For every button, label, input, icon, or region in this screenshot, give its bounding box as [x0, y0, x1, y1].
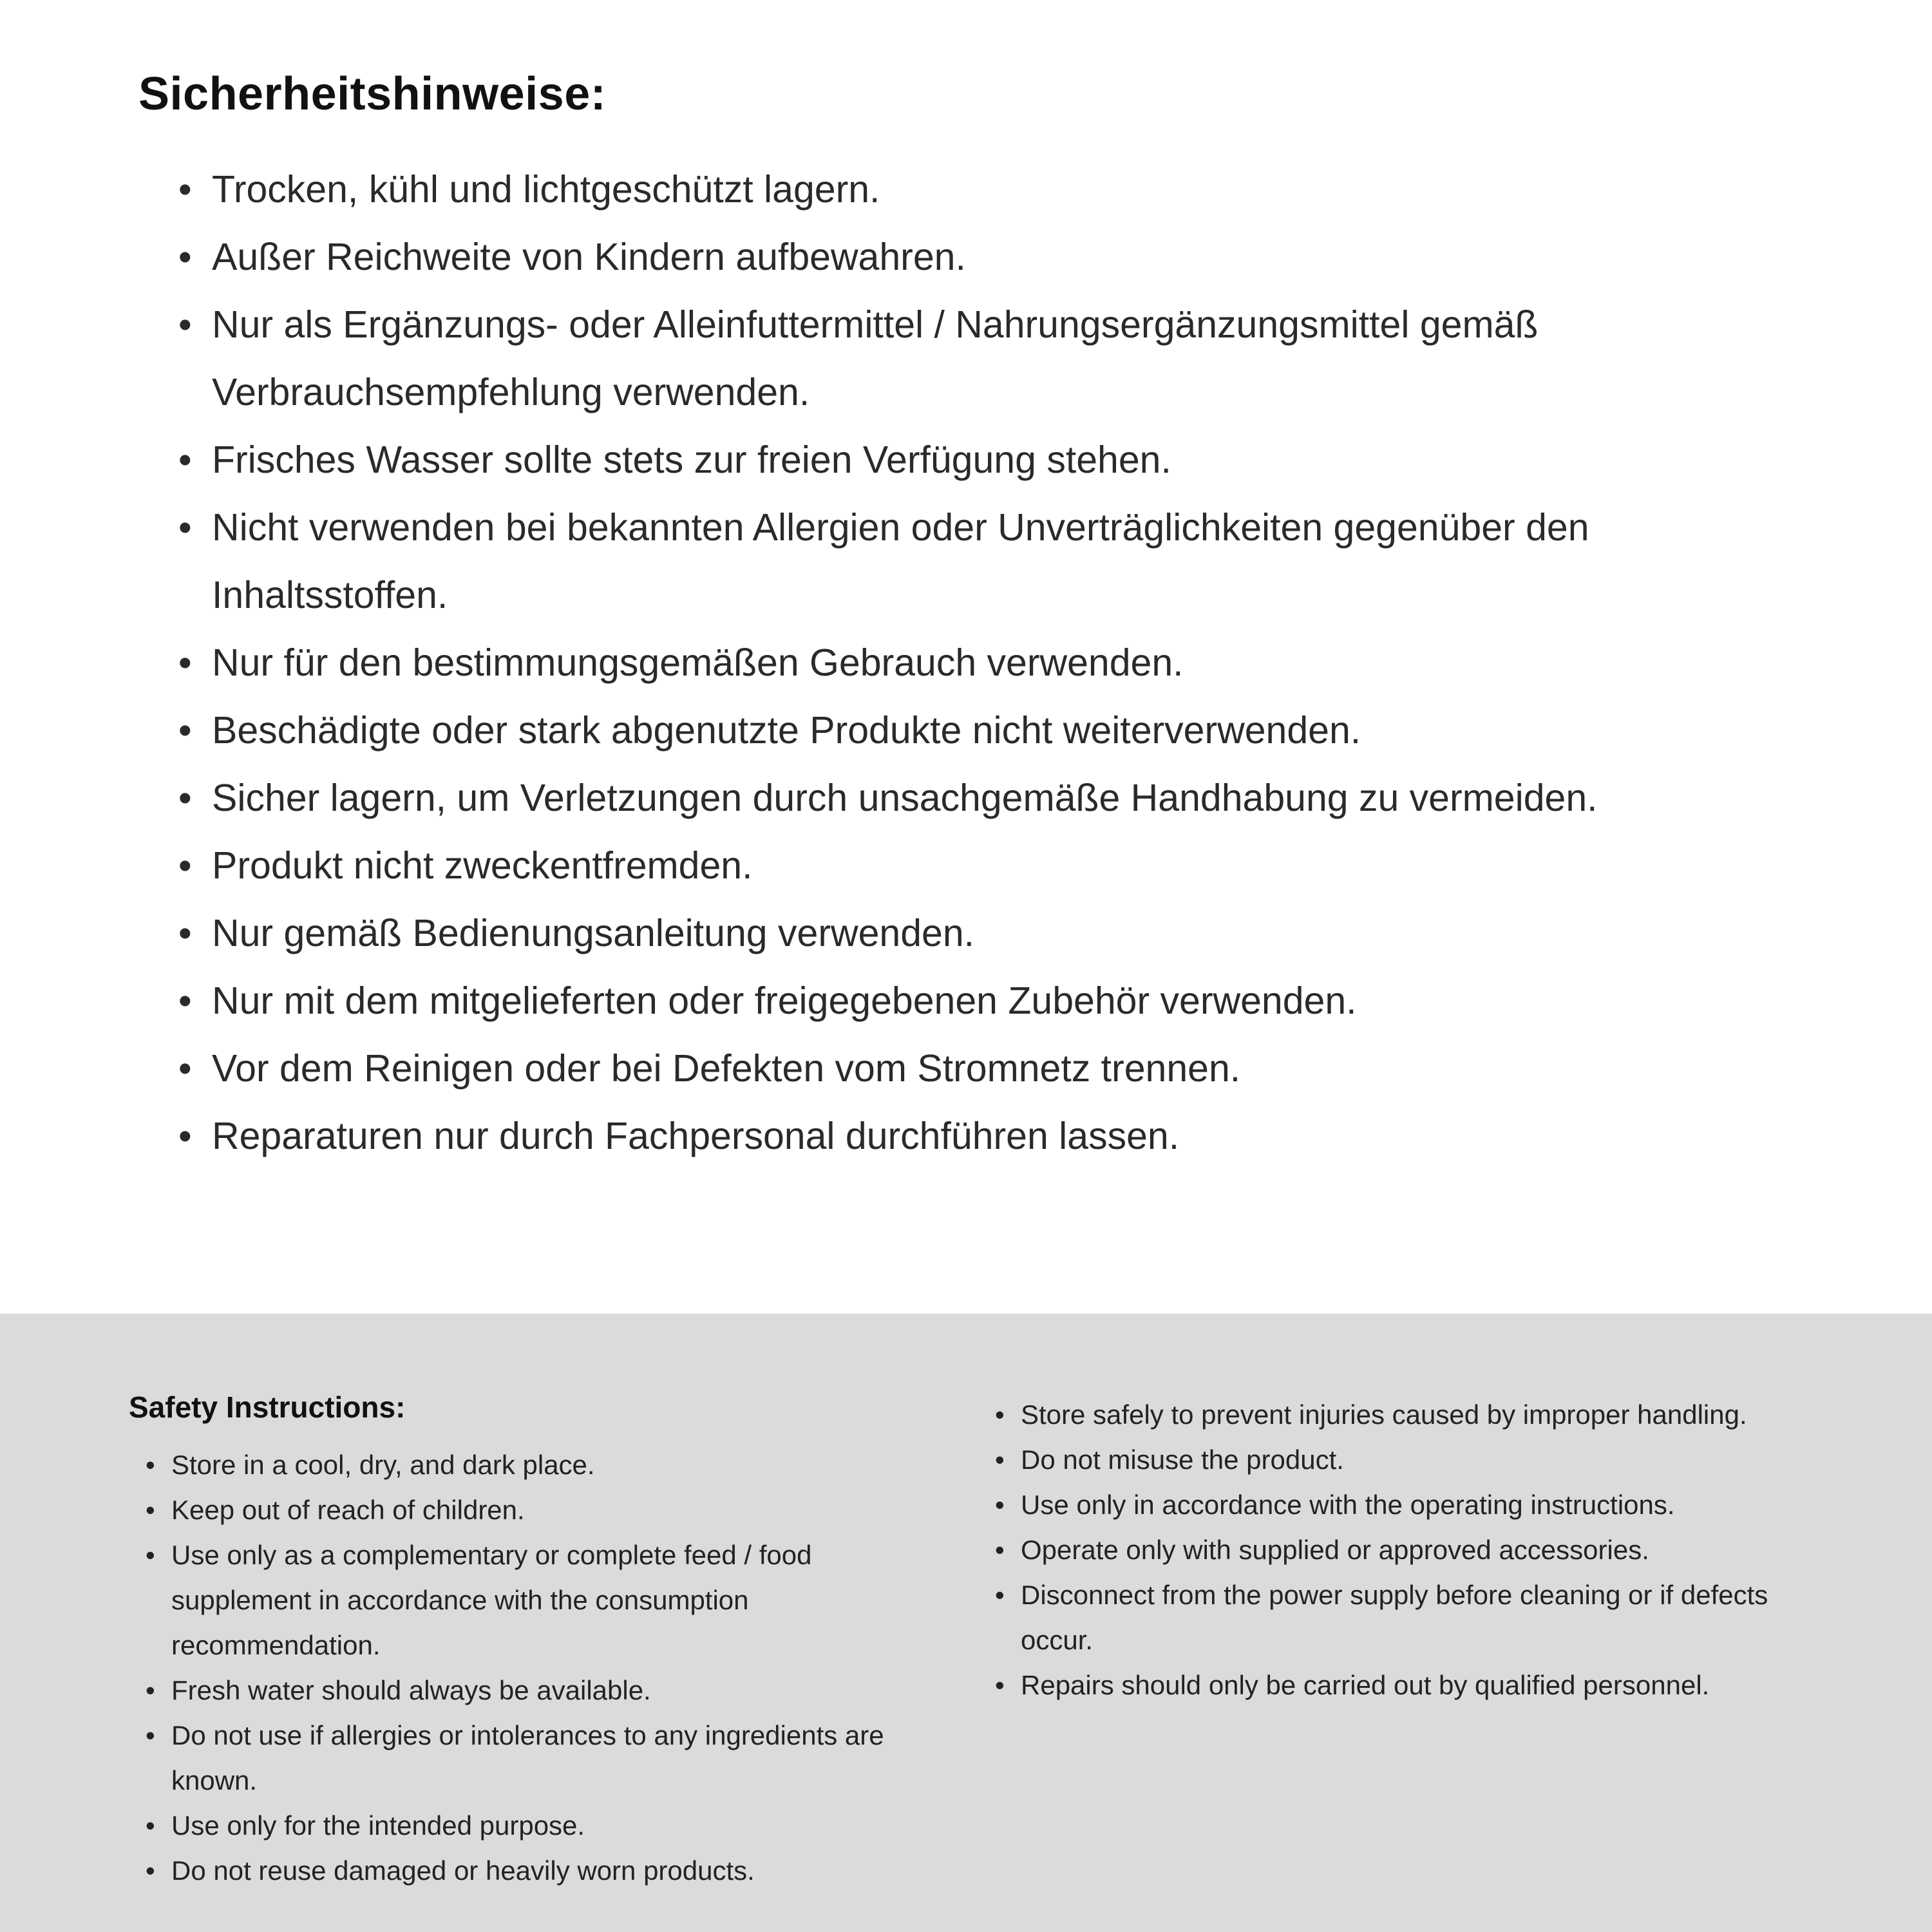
english-list-item-text: Operate only with supplied or approved accessories. — [1021, 1535, 1649, 1565]
german-list-item-text: Nur gemäß Bedienungsanleitung verwenden. — [212, 912, 975, 954]
german-list-item — [178, 764, 1810, 832]
english-safety-list-right — [995, 1390, 1803, 1708]
english-list-item — [995, 1573, 1803, 1663]
bullet-icon: • — [995, 1580, 1005, 1610]
english-list-item — [146, 1848, 937, 1893]
english-list-item-text: Keep out of reach of children. — [171, 1495, 525, 1525]
english-list-item-text: Use only in accordance with the operating instructions. — [1021, 1490, 1675, 1520]
bullet-icon: • — [178, 844, 192, 887]
english-list-item-text: Do not misuse the product. — [1021, 1444, 1344, 1475]
english-list-item — [146, 1533, 937, 1668]
bullet-icon: • — [146, 1810, 155, 1841]
german-list-item-text: Nicht verwenden bei bekannten Allergien oder Unverträglichkeiten gegenüber den Inhaltsstoffen. — [212, 506, 1589, 616]
bullet-icon: • — [146, 1540, 155, 1570]
bullet-icon: • — [178, 1047, 192, 1090]
german-list-item — [178, 967, 1810, 1035]
bullet-icon: • — [178, 168, 192, 211]
bullet-icon: • — [178, 506, 192, 549]
bullet-icon: • — [178, 912, 192, 954]
german-list-item — [178, 494, 1810, 629]
english-list-item — [995, 1663, 1803, 1708]
english-list-item-text: Fresh water should always be available. — [171, 1675, 651, 1705]
english-list-item-text: Use only as a complementary or complete feed / food supplement in accordance with the consumption recommendation. — [171, 1540, 812, 1660]
german-section-title: Sicherheitshinweise: — [138, 68, 607, 120]
german-list-item-text: Vor dem Reinigen oder bei Defekten vom Stromnetz trennen. — [212, 1047, 1241, 1090]
bullet-icon: • — [995, 1444, 1005, 1475]
bullet-icon: • — [178, 236, 192, 278]
english-list-item — [146, 1443, 937, 1488]
bullet-icon: • — [146, 1855, 155, 1886]
english-list-item — [995, 1482, 1803, 1528]
german-list-item — [178, 697, 1810, 764]
german-list-item-text: Frisches Wasser sollte stets zur freien Verfügung stehen. — [212, 439, 1171, 481]
english-list-item-text: Store safely to prevent injuries caused by improper handling. — [1021, 1399, 1747, 1430]
english-list-item — [146, 1668, 937, 1713]
bullet-icon: • — [178, 303, 192, 346]
german-list-item-text: Nur für den bestimmungsgemäßen Gebrauch verwenden. — [212, 641, 1184, 684]
german-list-item-text: Trocken, kühl und lichtgeschützt lagern. — [212, 168, 880, 211]
german-list-item — [178, 291, 1810, 426]
english-list-item-text: Repairs should only be carried out by qualified personnel. — [1021, 1670, 1710, 1700]
german-list-item-text: Reparaturen nur durch Fachpersonal durchführen lassen. — [212, 1115, 1180, 1157]
german-list-item — [178, 1035, 1810, 1103]
bullet-icon: • — [178, 1115, 192, 1157]
english-list-item — [146, 1713, 937, 1803]
bullet-icon: • — [146, 1720, 155, 1750]
english-list-item-text: Store in a cool, dry, and dark place. — [171, 1450, 595, 1480]
english-list-item-text: Disconnect from the power supply before cleaning or if defects occur. — [1021, 1580, 1768, 1655]
english-right-column — [995, 1390, 1803, 1893]
bullet-icon: • — [146, 1495, 155, 1525]
english-list-item — [146, 1488, 937, 1533]
english-list-item-text: Use only for the intended purpose. — [171, 1810, 585, 1841]
english-list-item-text: Do not use if allergies or intolerances to any ingredients are known. — [171, 1720, 884, 1795]
bullet-icon: • — [995, 1535, 1005, 1565]
german-list-item-text: Außer Reichweite von Kindern aufbewahren. — [212, 236, 966, 278]
english-safety-list-left — [129, 1443, 937, 1893]
german-list-item — [178, 629, 1810, 697]
english-list-item — [146, 1803, 937, 1848]
german-list-item-text: Nur mit dem mitgelieferten oder freigegebenen Zubehör verwenden. — [212, 980, 1357, 1022]
english-section — [0, 1314, 1932, 1932]
bullet-icon: • — [146, 1675, 155, 1705]
english-list-item — [995, 1392, 1803, 1437]
english-list-item-text: Do not reuse damaged or heavily worn products. — [171, 1855, 755, 1886]
german-safety-list — [138, 156, 1810, 1170]
bullet-icon: • — [995, 1399, 1005, 1430]
bullet-icon: • — [178, 777, 192, 819]
bullet-icon: • — [178, 439, 192, 481]
german-list-item — [178, 1103, 1810, 1170]
german-list-item-text: Nur als Ergänzungs- oder Alleinfuttermittel / Nahrungsergänzungsmittel gemäß Verbrauchsempfehlung verwenden. — [212, 303, 1539, 413]
english-list-item — [995, 1437, 1803, 1482]
german-list-item — [178, 223, 1810, 291]
bullet-icon: • — [995, 1670, 1005, 1700]
english-section-title: Safety Instructions: — [129, 1390, 406, 1424]
english-list-item — [995, 1528, 1803, 1573]
bullet-icon: • — [178, 641, 192, 684]
german-list-item-text: Sicher lagern, um Verletzungen durch unsachgemäße Handhabung zu vermeiden. — [212, 777, 1598, 819]
bullet-icon: • — [995, 1490, 1005, 1520]
bullet-icon: • — [178, 709, 192, 752]
german-list-item — [178, 900, 1810, 967]
english-left-column — [129, 1390, 937, 1893]
bullet-icon: • — [178, 980, 192, 1022]
german-list-item-text: Beschädigte oder stark abgenutzte Produkte nicht weiterverwenden. — [212, 709, 1361, 752]
german-list-item-text: Produkt nicht zweckentfremden. — [212, 844, 753, 887]
bullet-icon: • — [146, 1450, 155, 1480]
german-list-item — [178, 426, 1810, 494]
german-list-item — [178, 832, 1810, 900]
german-list-item — [178, 156, 1810, 223]
